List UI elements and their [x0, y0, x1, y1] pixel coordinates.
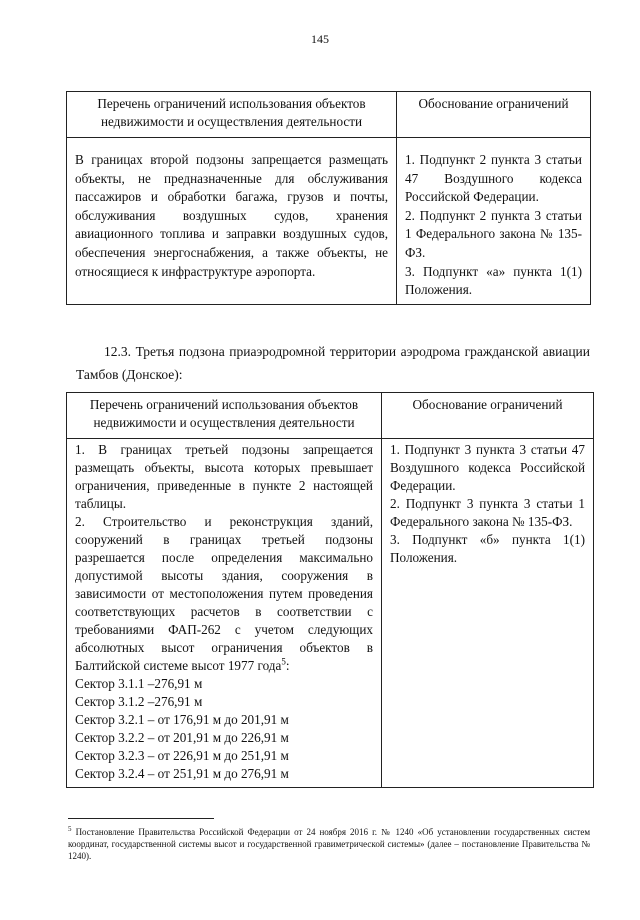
header-justification: Обоснование ограничений	[397, 92, 591, 138]
restriction-text: В границах второй подзоны запрещается размещать объекты, не предназначенные для обслуживания пассажиров и обработки багажа, грузов и почты, обслуживания воздушных судов, хранения авиационного топлива и заправки воздушных судов, обеспечения энергоснабжения, а также объекты, не относящиеся к инфраструктуре аэропорта.	[75, 152, 388, 279]
sector-list	[75, 675, 373, 783]
justification-item: 1. Подпункт 2 пункта 3 статьи 47 Воздушного кодекса Российской Федерации.	[405, 152, 582, 205]
header-restrictions-list: Перечень ограничений использования объектов недвижимости и осуществления деятельности	[67, 393, 382, 439]
justification-item: 3. Подпункт «б» пункта 1(1) Положения.	[390, 532, 585, 565]
list-item: Сектор 3.2.1 – от 176,91 м до 201,91 м	[75, 712, 289, 727]
list-item: Сектор 3.2.4 – от 251,91 м до 276,91 м	[75, 766, 289, 781]
justification-item: 1. Подпункт 3 пункта 3 статьи 47 Воздушного кодекса Российской Федерации.	[390, 442, 585, 493]
list-item: Сектор 3.2.3 – от 226,91 м до 251,91 м	[75, 748, 289, 763]
footnote-divider	[68, 818, 214, 819]
page-number: 145	[311, 32, 329, 46]
footnote-reference: 5	[281, 656, 286, 667]
restriction-item-2-suffix: :	[285, 658, 290, 673]
justification-item: 2. Подпункт 3 пункта 3 статьи 1 Федерального закона № 135-ФЗ.	[390, 496, 585, 529]
list-item: Сектор 3.1.1 –276,91 м	[75, 676, 203, 691]
justification-item: 2. Подпункт 2 пункта 3 статьи 1 Федерального закона № 135-ФЗ.	[405, 207, 582, 260]
header-restrictions-list: Перечень ограничений использования объектов недвижимости и осуществления деятельности	[67, 92, 397, 138]
table-header-row	[67, 92, 591, 138]
section-heading: 12.3. Третья подзона приаэродромной территории аэродрома гражданской авиации Тамбов (Донское):	[76, 344, 590, 382]
restriction-item-2	[75, 513, 373, 675]
justification-cell	[397, 138, 591, 305]
restrictions-table-zone-3	[66, 392, 594, 788]
restrictions-table-zone-2	[66, 91, 591, 305]
footnote-text: Постановление Правительства Российской Федерации от 24 ноября 2016 г. № 1240 «Об установлении государственных систем координат, государственной системы высот и государственной гравиметрической системы» (далее – постановление Правительства № 1240).	[68, 827, 591, 861]
list-item: Сектор 3.2.2 – от 201,91 м до 226,91 м	[75, 730, 289, 745]
list-item: Сектор 3.1.2 –276,91 м	[75, 694, 203, 709]
table-header-row	[67, 393, 594, 439]
restriction-item-1: 1. В границах третьей подзоны запрещается размещать объекты, высота которых превышает ограничения, приведенные в пункте 2 настоящей таблицы.	[75, 442, 373, 511]
justification-cell	[382, 439, 594, 788]
header-justification: Обоснование ограничений	[382, 393, 594, 439]
restriction-cell	[67, 138, 397, 305]
table-row	[67, 439, 594, 788]
footnote	[68, 826, 590, 862]
table-row	[67, 138, 591, 305]
justification-item: 3. Подпункт «а» пункта 1(1) Положения.	[405, 263, 582, 298]
footnote-mark: 5	[68, 825, 72, 833]
restriction-item-2-text: 2. Строительство и реконструкция зданий, сооружений в границах третьей подзоны разрешается после определения максимально допустимой высоты здания, сооружения в зависимости от местоположения путем проведения соответствующих расчетов в соответствии с требованиями ФАП-262 с учетом следующих абсолютных высот ограничения объектов в Балтийской системе высот 1977 года	[75, 514, 373, 673]
restriction-cell	[67, 439, 382, 788]
